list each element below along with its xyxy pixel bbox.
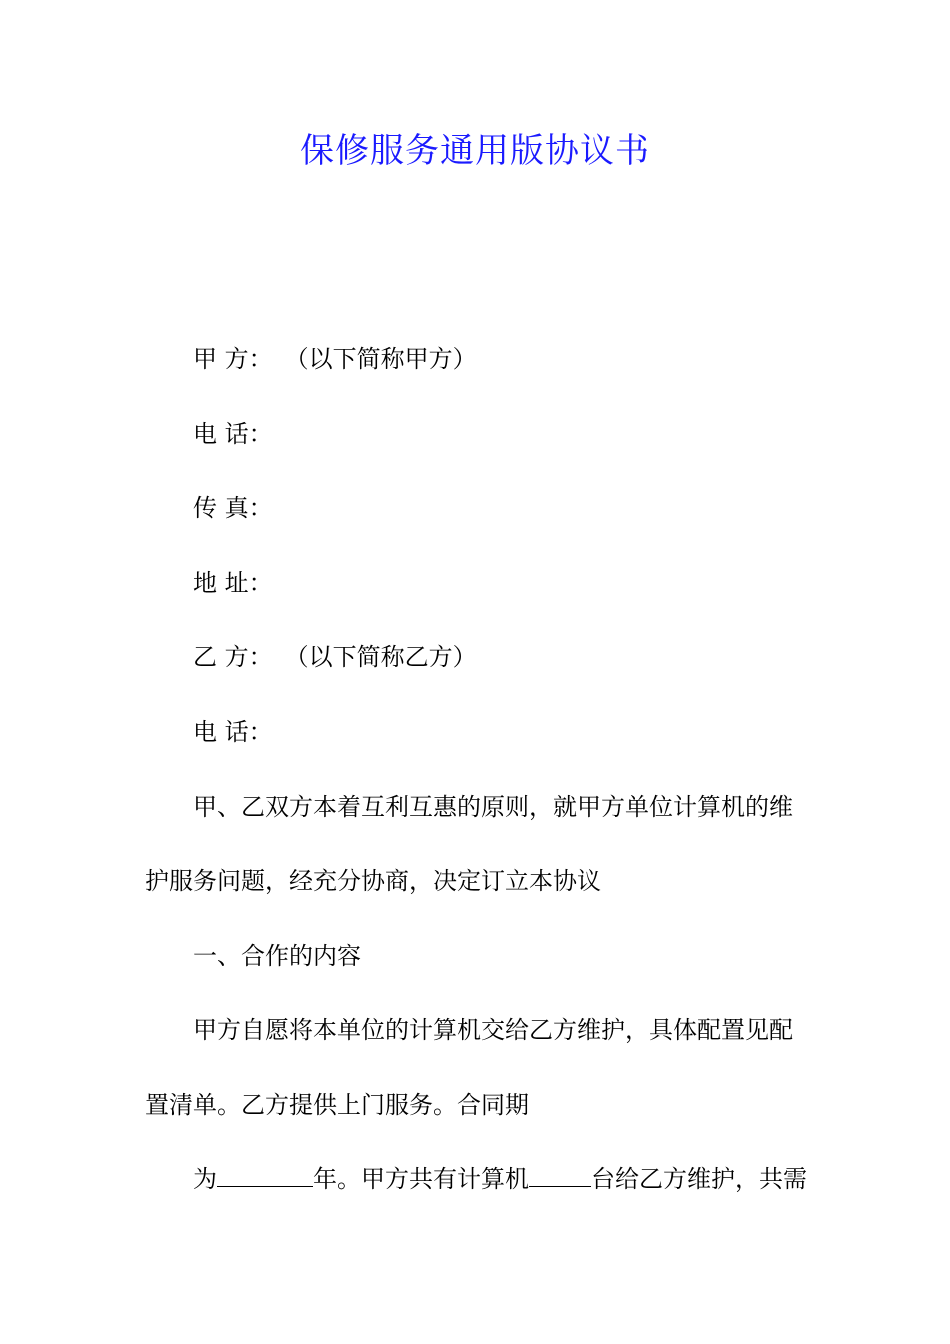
term-suffix: 台给乙方维护，共需 xyxy=(591,1165,807,1193)
term-mid: 年。甲方共有计算机 xyxy=(313,1165,529,1193)
party-a-phone-line xyxy=(193,418,273,450)
party-a-address-line xyxy=(193,567,273,599)
party-a-address-label: 地 址： xyxy=(193,569,273,597)
party-b-line xyxy=(193,641,477,673)
party-b-note: （以下简称乙方） xyxy=(284,643,477,671)
party-b-phone-line xyxy=(193,716,273,748)
party-a-note: （以下简称甲方） xyxy=(284,345,477,373)
party-a-fax-line xyxy=(193,492,273,524)
party-b-label: 乙 方： xyxy=(193,643,273,671)
party-b-phone-label: 电 话： xyxy=(193,718,273,746)
party-a-phone-label: 电 话： xyxy=(193,420,273,448)
content-paragraph-line-2: 置清单。乙方提供上门服务。合同期 xyxy=(145,1091,529,1119)
term-years-blank xyxy=(217,1164,313,1187)
content-paragraph-line-1: 甲方自愿将本单位的计算机交给乙方维护，具体配置见配 xyxy=(193,1016,793,1044)
intro-paragraph-line-1: 甲、乙双方本着互利互惠的原则，就甲方单位计算机的维 xyxy=(193,793,793,821)
document-title: 保修服务通用版协议书 xyxy=(300,131,650,171)
computer-count-blank xyxy=(529,1164,591,1187)
party-a-label: 甲 方： xyxy=(193,345,273,373)
section-1-heading: 一、合作的内容 xyxy=(193,942,361,970)
intro-paragraph-line-2: 护服务问题，经充分协商，决定订立本协议 xyxy=(145,867,601,895)
party-a-line xyxy=(193,343,477,375)
term-prefix: 为 xyxy=(193,1165,217,1193)
term-line xyxy=(193,1163,807,1195)
party-a-fax-label: 传 真： xyxy=(193,494,273,522)
